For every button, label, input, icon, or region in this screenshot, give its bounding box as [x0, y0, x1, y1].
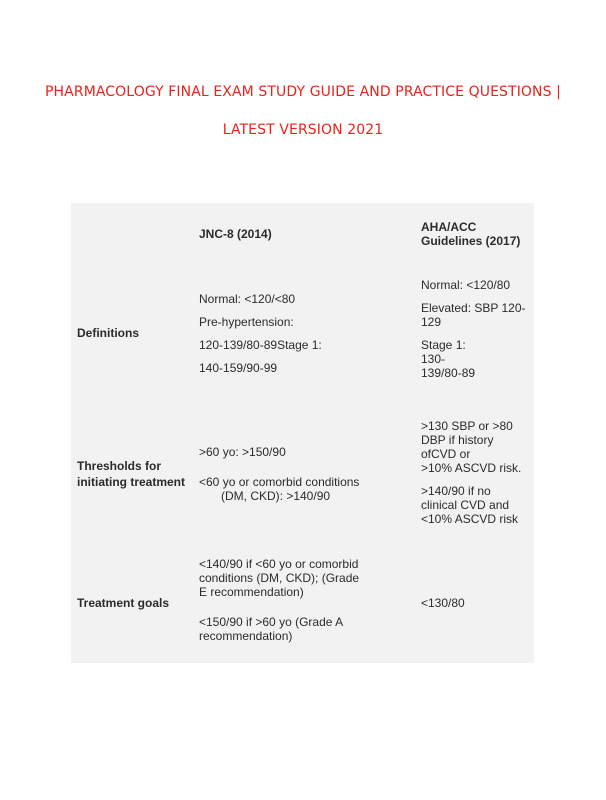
- goals-jnc-cell: [199, 557, 359, 643]
- definitions-aha-line: 139/80-89: [421, 366, 476, 380]
- header-aha-line1: AHA/ACC: [421, 220, 477, 234]
- thresholds-jnc-line: (DM, CKD): >140/90: [221, 489, 331, 503]
- definitions-aha-line: Stage 1:: [421, 338, 466, 352]
- definitions-aha-line: Normal: <120/80: [421, 278, 511, 292]
- header-jnc8: JNC-8 (2014): [199, 227, 272, 241]
- thresholds-jnc-cell: [199, 445, 359, 503]
- definitions-jnc-line: 120-139/80-89Stage 1:: [199, 338, 322, 352]
- definitions-aha-line: 129: [421, 315, 442, 329]
- thresholds-aha-line: ofCVD or: [421, 447, 471, 461]
- definitions-jnc-line: Pre-hypertension:: [199, 315, 294, 329]
- thresholds-jnc-line: >60 yo: >150/90: [199, 445, 286, 459]
- thresholds-aha-line: >10% ASCVD risk.: [421, 461, 522, 475]
- definitions-jnc-line: Normal: <120/<80: [199, 292, 296, 306]
- thresholds-jnc-line: <60 yo or comorbid conditions: [199, 475, 360, 489]
- goals-aha-cell: <130/80: [421, 596, 465, 610]
- row-label-definitions: Definitions: [77, 326, 139, 340]
- definitions-aha-cell: [421, 278, 526, 380]
- goals-jnc-line: conditions (DM, CKD); (Grade: [199, 571, 360, 585]
- definitions-jnc-cell: [199, 292, 322, 375]
- row-label-thresholds: [77, 459, 185, 489]
- thresholds-label-line2: initiating treatment: [77, 475, 186, 489]
- document-title-line-2: LATEST VERSION 2021: [222, 122, 384, 138]
- hypertension-guidelines-table: [71, 203, 534, 663]
- goals-jnc-line: E recommendation): [199, 585, 304, 599]
- definitions-aha-line: 130-: [421, 352, 446, 366]
- goals-jnc-line: recommendation): [199, 629, 293, 643]
- thresholds-aha-line: <10% ASCVD risk: [421, 512, 519, 526]
- thresholds-label-line1: Thresholds for: [77, 459, 162, 473]
- header-aha-acc: [421, 220, 520, 248]
- document-title-line-1: PHARMACOLOGY FINAL EXAM STUDY GUIDE AND PRACTICE QUESTIONS |: [45, 84, 561, 100]
- thresholds-aha-line: DBP if history: [421, 433, 494, 447]
- goals-jnc-line: <140/90 if <60 yo or comorbid: [199, 557, 359, 571]
- thresholds-aha-line: >140/90 if no: [421, 484, 491, 498]
- thresholds-aha-cell: [421, 419, 521, 526]
- header-aha-line2: Guidelines (2017): [421, 234, 521, 248]
- goals-jnc-line: <150/90 if >60 yo (Grade A: [199, 615, 344, 629]
- definitions-aha-line: Elevated: SBP 120-: [421, 301, 526, 315]
- row-label-treatment-goals: Treatment goals: [77, 596, 170, 610]
- definitions-jnc-line: 140-159/90-99: [199, 361, 278, 375]
- thresholds-aha-line: clinical CVD and: [421, 498, 510, 512]
- thresholds-aha-line: >130 SBP or >80: [421, 419, 513, 433]
